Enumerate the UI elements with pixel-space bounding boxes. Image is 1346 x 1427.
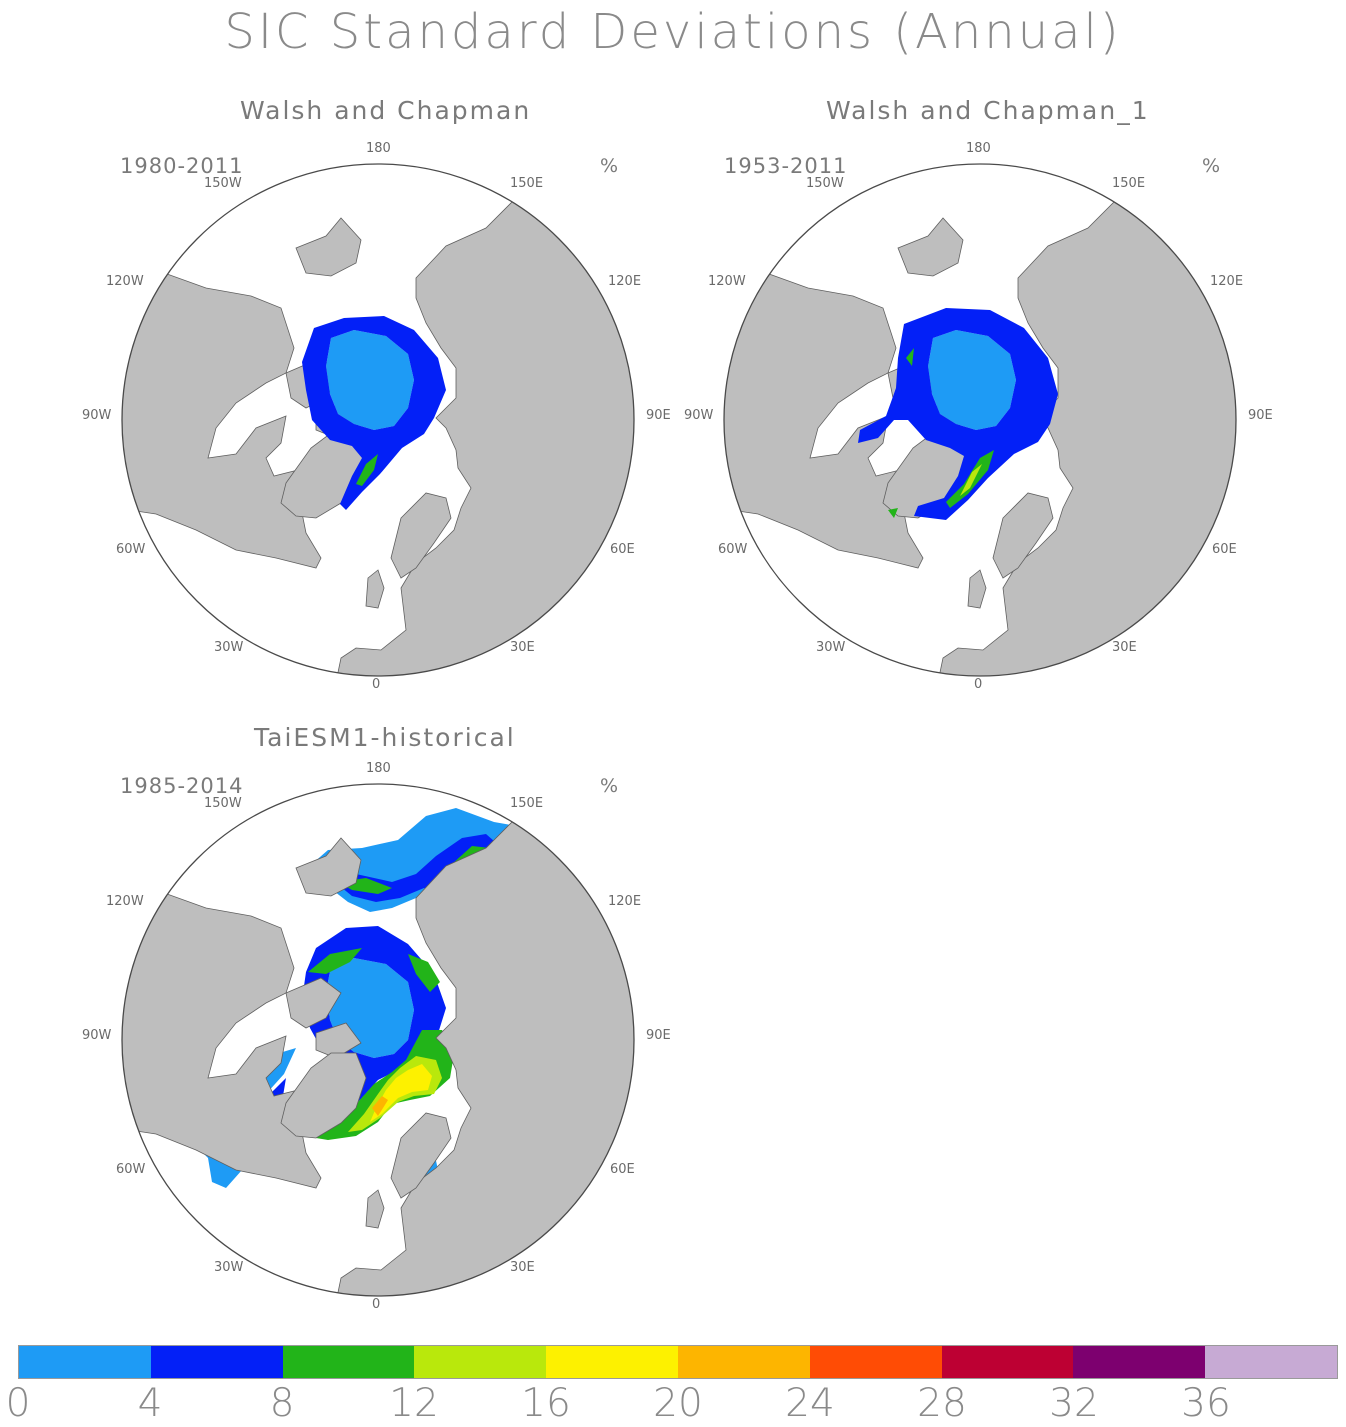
p1-lon-180: 180	[366, 141, 391, 156]
p2-lon-120w: 120W	[708, 274, 746, 289]
p3-lon-120e: 120E	[608, 894, 642, 909]
p3-lon-120w: 120W	[106, 894, 144, 909]
p2-lon-150e: 150E	[1112, 176, 1146, 191]
p1-lon-150w: 150W	[204, 176, 242, 191]
figure-title: SIC Standard Deviations (Annual)	[224, 4, 1122, 60]
p3-lon-150w: 150W	[204, 796, 242, 811]
p1-lon-60w: 60W	[116, 542, 146, 557]
p2-lon-30e: 30E	[1112, 640, 1137, 655]
arctic-map-taiesm1-historical	[116, 778, 640, 1302]
p1-lon-90e: 90E	[646, 408, 671, 423]
colorbar-tick-label: 28	[917, 1381, 967, 1426]
p2-lon-60w: 60W	[718, 542, 748, 557]
arctic-map-walsh-chapman	[116, 158, 640, 682]
panel-1-title: Walsh and Chapman	[240, 96, 532, 125]
p3-lon-90e: 90E	[646, 1028, 671, 1043]
p1-lon-120e: 120E	[608, 274, 642, 289]
p2-lon-90e: 90E	[1248, 408, 1273, 423]
colorbar-tick-label: 36	[1181, 1381, 1231, 1426]
p3-lon-30w: 30W	[214, 1260, 244, 1275]
colorbar-segment-3	[414, 1346, 546, 1378]
p3-lon-30e: 30E	[510, 1260, 535, 1275]
panel-3-title: TaiESM1-historical	[254, 723, 516, 752]
p2-lon-60e: 60E	[1212, 542, 1237, 557]
colorbar-tick-label: 4	[137, 1381, 163, 1426]
panel-3-period: 1985-2014	[120, 774, 244, 798]
colorbar-segment-9	[1205, 1346, 1337, 1378]
colorbar-segment-1	[151, 1346, 283, 1378]
arctic-map-walsh-chapman-1	[718, 158, 1242, 682]
panel-1-unit: %	[600, 155, 619, 177]
panel-1-period: 1980-2011	[120, 154, 244, 178]
p2-lon-120e: 120E	[1210, 274, 1244, 289]
colorbar-tick-label: 32	[1049, 1381, 1099, 1426]
colorbar-tick-label: 12	[389, 1381, 439, 1426]
p2-lon-180: 180	[966, 141, 991, 156]
p1-lon-120w: 120W	[106, 274, 144, 289]
p2-lon-30w: 30W	[816, 640, 846, 655]
panel-2-period: 1953-2011	[724, 154, 848, 178]
p3-lon-60w: 60W	[116, 1162, 146, 1177]
colorbar	[18, 1345, 1338, 1379]
colorbar-tick-label: 20	[653, 1381, 703, 1426]
colorbar-segment-0	[19, 1346, 151, 1378]
colorbar-segment-5	[678, 1346, 810, 1378]
p3-lon-60e: 60E	[610, 1162, 635, 1177]
p1-lon-30e: 30E	[510, 640, 535, 655]
p1-lon-0: 0	[372, 677, 381, 692]
p1-lon-30w: 30W	[214, 640, 244, 655]
colorbar-segment-6	[810, 1346, 942, 1378]
colorbar-segment-4	[546, 1346, 678, 1378]
p1-lon-60e: 60E	[610, 542, 635, 557]
p2-lon-90w: 90W	[684, 408, 714, 423]
p1-lon-150e: 150E	[510, 176, 544, 191]
p3-lon-0: 0	[372, 1297, 381, 1312]
colorbar-segment-7	[942, 1346, 1074, 1378]
panel-2-title: Walsh and Chapman_1	[826, 96, 1150, 125]
panel-2-unit: %	[1202, 155, 1221, 177]
panel-3-unit: %	[600, 775, 619, 797]
colorbar-tick-label: 0	[5, 1381, 31, 1426]
p2-lon-0: 0	[974, 677, 983, 692]
colorbar-tick-label: 24	[785, 1381, 835, 1426]
p3-lon-180: 180	[366, 761, 391, 776]
colorbar-segment-8	[1073, 1346, 1205, 1378]
p3-lon-90w: 90W	[82, 1028, 112, 1043]
p1-lon-90w: 90W	[82, 408, 112, 423]
colorbar-tick-label: 16	[521, 1381, 571, 1426]
p2-lon-150w: 150W	[806, 176, 844, 191]
colorbar-tick-label: 8	[269, 1381, 295, 1426]
colorbar-segment-2	[283, 1346, 415, 1378]
p3-lon-150e: 150E	[510, 796, 544, 811]
